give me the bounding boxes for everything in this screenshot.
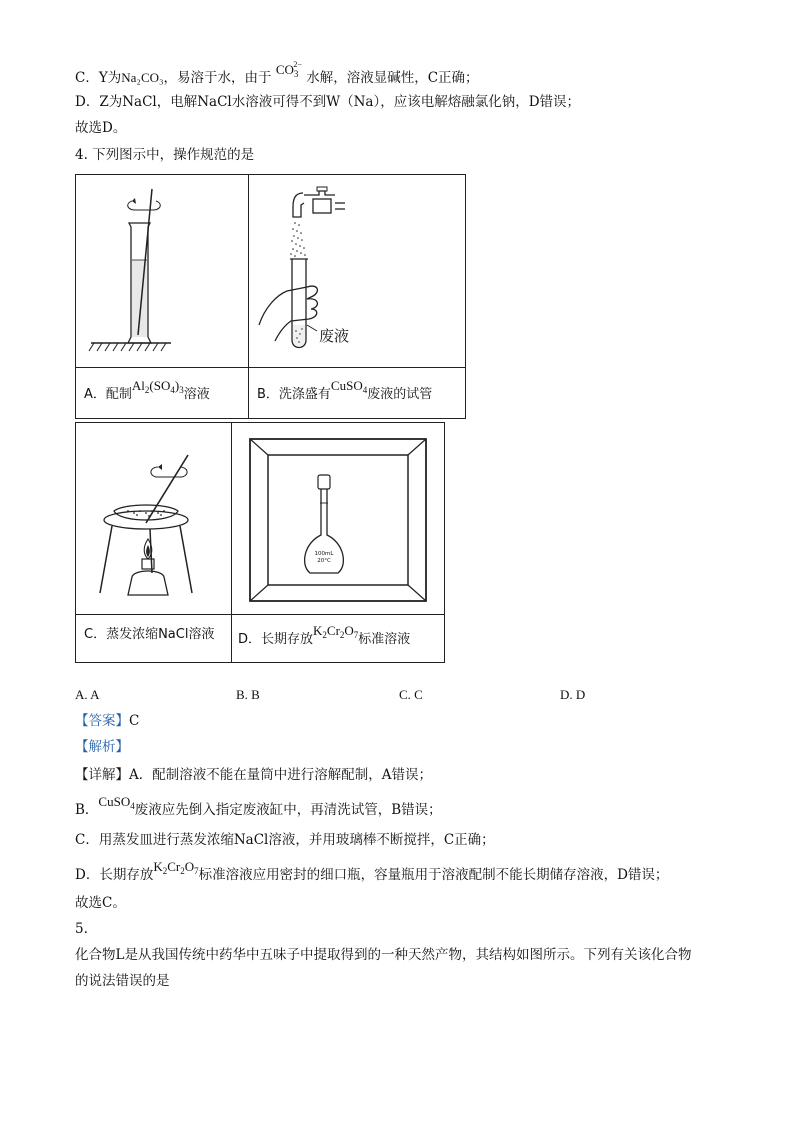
- statement-d: D．Z为NaCl，电解NaCl水溶液可得不到W（Na），应该电解熔融氯化钠，D错误；: [75, 94, 581, 110]
- graduated-cylinder-figure: [76, 175, 248, 367]
- detail-b: B．CuSO$_4$废液应先倒入指定废液缸中，再清洗试管，B错误；: [75, 794, 442, 818]
- volumetric-flask-figure: [232, 423, 444, 614]
- choice-a: A. A: [75, 687, 100, 702]
- detail-d: D．长期存放$K_2Cr_2O_7$标准溶液应用密封的细口瓶，容量瓶用于溶液配制不能长期储存溶液，D错误；: [75, 859, 669, 883]
- statement-c: C．Y为Na₂CO₃，易溶于水，由于 $CO_3^{2-}$ 水解，溶液显碱性，C正确；: [75, 64, 479, 91]
- question-5-number: 5.: [75, 921, 88, 937]
- divider: [76, 367, 465, 368]
- caption-a: A．配制$Al_2(SO_4)_3$溶液: [84, 378, 210, 402]
- answer-line: 【答案】C: [75, 713, 140, 729]
- svg-text:20°C: 20°C: [317, 558, 331, 564]
- conclusion-c: 故选C。: [75, 895, 126, 911]
- choice-c: C. C: [399, 687, 423, 702]
- detail-c: C．用蒸发皿进行蒸发浓缩NaCl溶液，并用玻璃棒不断搅拌，C正确；: [75, 832, 495, 848]
- detail-a: 【详解】A．配制溶液不能在量筒中进行溶解配制，A错误；: [75, 767, 432, 783]
- test-tube-washing-figure: [249, 175, 466, 367]
- svg-text:100mL: 100mL: [314, 551, 334, 557]
- question-5-text-2: 的说法错误的是: [75, 973, 170, 989]
- caption-c: C．蒸发浓缩NaCl溶液: [84, 627, 215, 642]
- caption-d: D．长期存放$K_2Cr_2O_7$标准溶液: [238, 623, 411, 647]
- svg-text:废液: 废液: [319, 327, 350, 345]
- carbonate-ion: $CO_3^{2-}$: [275, 60, 302, 79]
- divider: [76, 614, 444, 615]
- caption-b: B．洗涤盛有CuSO$_4$废液的试管: [257, 378, 433, 402]
- choice-d: D. D: [560, 687, 586, 702]
- analysis-tag: 【解析】: [75, 739, 129, 755]
- figure-table-top: [75, 174, 466, 419]
- figure-table-bottom: [75, 422, 445, 663]
- conclusion-d: 故选D。: [75, 120, 127, 136]
- choice-b: B. B: [236, 687, 260, 702]
- question-5-text-1: 化合物L是从我国传统中药华中五味子中提取得到的一种天然产物，其结构如图所示。下列有关该化合物: [75, 947, 692, 963]
- evaporation-figure: [76, 423, 231, 614]
- question-4: 4. 下列图示中，操作规范的是: [75, 147, 255, 163]
